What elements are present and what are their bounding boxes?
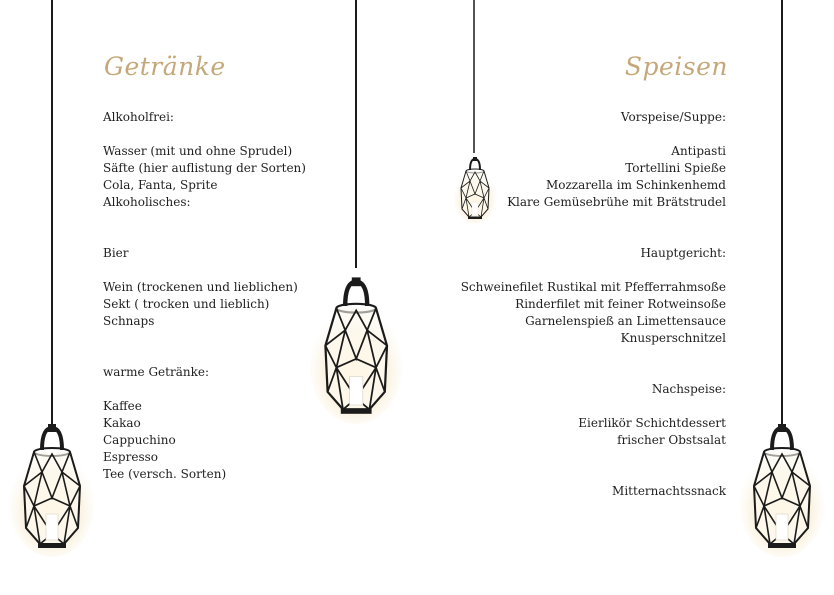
drinks-line xyxy=(103,262,306,279)
drinks-line: Espresso xyxy=(103,450,158,464)
food-line: Mitternachtssnack xyxy=(612,484,726,498)
drinks-line xyxy=(103,211,306,228)
food-line: Hauptgericht: xyxy=(640,246,726,260)
drinks-line: Sekt ( trocken und lieblich) xyxy=(103,297,270,311)
food-line: Klare Gemüsebrühe mit Brätstrudel xyxy=(507,195,726,209)
drinks-line: Schnaps xyxy=(103,314,155,328)
food-line: frischer Obstsalat xyxy=(617,433,726,447)
food-line xyxy=(461,466,726,483)
food-line: Garnelenspieß an Limettensauce xyxy=(525,314,726,328)
food-line: Rinderfilet mit feiner Rotweinsoße xyxy=(515,297,726,311)
food-line xyxy=(461,449,726,466)
food-line: Mozzarella im Schinkenhemd xyxy=(545,178,726,192)
drinks-line: Cappuchino xyxy=(103,433,176,447)
drinks-line: Wein (trockenen und lieblichen) xyxy=(103,280,298,294)
food-line: Eierlikör Schichtdessert xyxy=(578,416,726,430)
drinks-line xyxy=(103,126,306,143)
drinks-line xyxy=(103,347,306,364)
food-line xyxy=(461,347,726,364)
food-line xyxy=(461,262,726,279)
food-line: Schweinefilet Rustikal mit Pfefferrahmsoße xyxy=(460,280,726,294)
drinks-heading: Getränke xyxy=(104,52,226,81)
drinks-line: Cola, Fanta, Sprite xyxy=(103,178,218,192)
drinks-line: Bier xyxy=(103,246,129,260)
lantern-icon-right xyxy=(740,0,824,560)
drinks-line: Alkoholfrei: xyxy=(103,110,174,124)
drinks-line: Tee (versch. Sorten) xyxy=(103,467,227,481)
drinks-line xyxy=(103,381,306,398)
drinks-line: Wasser (mit und ohne Sprudel) xyxy=(103,144,293,158)
drinks-line: Kaffee xyxy=(103,399,142,413)
food-line xyxy=(461,398,726,415)
food-line: Antipasti xyxy=(671,144,726,158)
food-line: Vorspeise/Suppe: xyxy=(620,110,726,124)
food-line: Nachspeise: xyxy=(651,382,726,396)
food-line xyxy=(461,228,726,245)
drinks-line xyxy=(103,228,306,245)
lantern-icon-center xyxy=(300,0,410,430)
lantern-icon-left xyxy=(10,0,94,560)
food-heading: Speisen xyxy=(624,52,728,81)
food-line xyxy=(461,364,726,381)
drinks-line: Alkoholisches: xyxy=(103,195,191,209)
food-line: Tortellini Spieße xyxy=(625,161,726,175)
drinks-line: warme Getränke: xyxy=(103,365,210,379)
food-line xyxy=(461,126,726,143)
drinks-line: Säfte (hier auflistung der Sorten) xyxy=(103,161,306,175)
drinks-line: Kakao xyxy=(103,416,141,430)
food-list xyxy=(461,109,726,500)
drinks-line xyxy=(103,330,306,347)
food-line: Knusperschnitzel xyxy=(620,331,726,345)
food-line xyxy=(461,211,726,228)
drinks-list xyxy=(103,109,306,483)
